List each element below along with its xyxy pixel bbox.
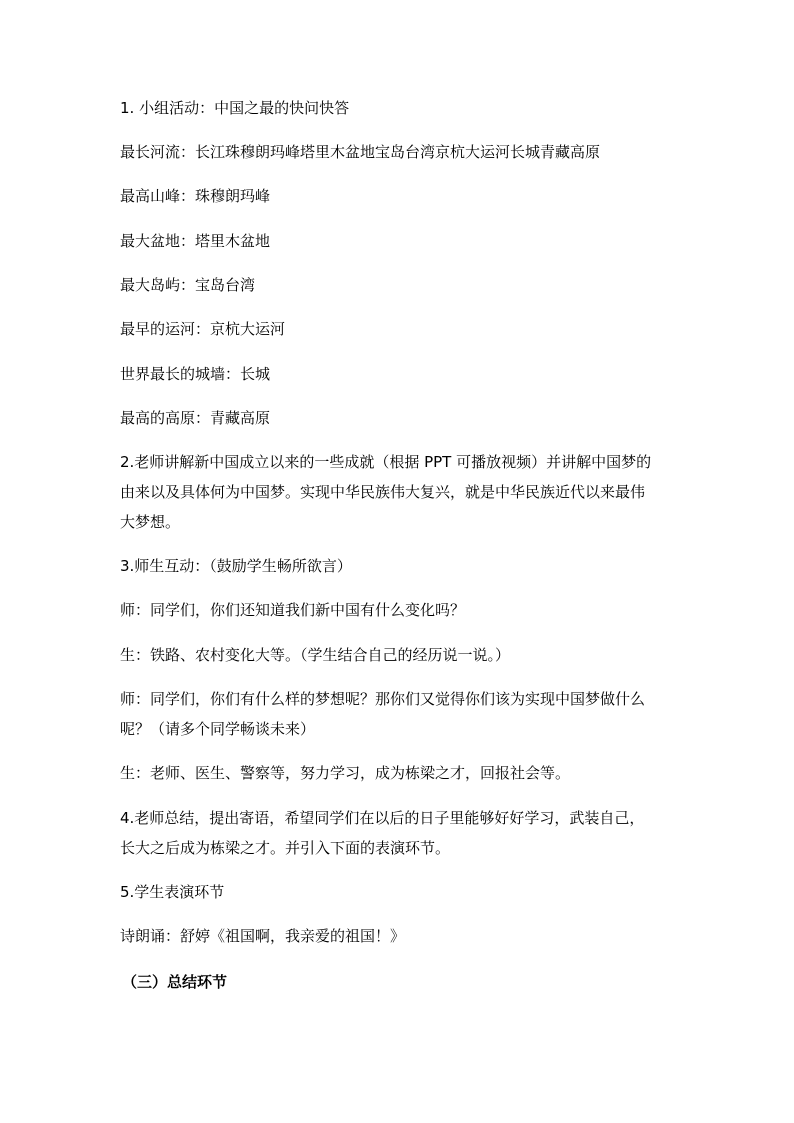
fact-longest-wall: 世界最长的城墙：长城 [120, 365, 271, 383]
fact-largest-island: 最大岛屿：宝岛台湾 [120, 276, 256, 294]
item2-line-1: 2.老师讲解新中国成立以来的一些成就（根据 PPT 可播放视频）并讲解中国梦的 [120, 453, 652, 471]
dialog-student-2: 生：老师、医生、警察等，努力学习，成为栋梁之才，回报社会等。 [120, 764, 571, 782]
poem-recitation: 诗朗诵：舒婷《祖国啊，我亲爱的祖国！》 [120, 927, 406, 945]
item4-line-2: 长大之后成为栋梁之才。并引入下面的表演环节。 [120, 839, 451, 857]
item5-title: 5.学生表演环节 [120, 883, 225, 901]
dialog-teacher-2-line-1: 师：同学们，你们有什么样的梦想呢？那你们又觉得你们该为实现中国梦做什么 [120, 690, 646, 708]
fact-highest-mountain: 最高山峰：珠穆朗玛峰 [120, 187, 271, 205]
item2-line-3: 大梦想。 [120, 513, 181, 531]
item3-title: 3.师生互动：（鼓励学生畅所欲言） [120, 557, 352, 575]
fact-earliest-canal: 最早的运河：京杭大运河 [120, 320, 286, 338]
item1-summary: 最长河流：长江珠穆朗玛峰塔里木盆地宝岛台湾京杭大运河长城青藏高原 [120, 143, 601, 161]
fact-highest-plateau: 最高的高原：青藏高原 [120, 409, 271, 427]
item4-line-1: 4.老师总结，提出寄语，希望同学们在以后的日子里能够好好学习，武装自己， [120, 809, 645, 827]
dialog-student-1: 生：铁路、农村变化大等。（学生结合自己的经历说一说。） [120, 646, 511, 664]
dialog-teacher-2-line-2: 呢？（请多个同学畅谈未来） [120, 720, 316, 738]
item2-line-2: 由来以及具体何为中国梦。实现中华民族伟大复兴，就是中华民族近代以来最伟 [120, 483, 646, 501]
dialog-teacher-1: 师：同学们，你们还知道我们新中国有什么变化吗？ [120, 601, 466, 619]
section-heading: （三）总结环节 [122, 973, 228, 991]
item1-title: 1. 小组活动：中国之最的快问快答 [120, 99, 350, 117]
fact-largest-basin: 最大盆地：塔里木盆地 [120, 232, 271, 250]
